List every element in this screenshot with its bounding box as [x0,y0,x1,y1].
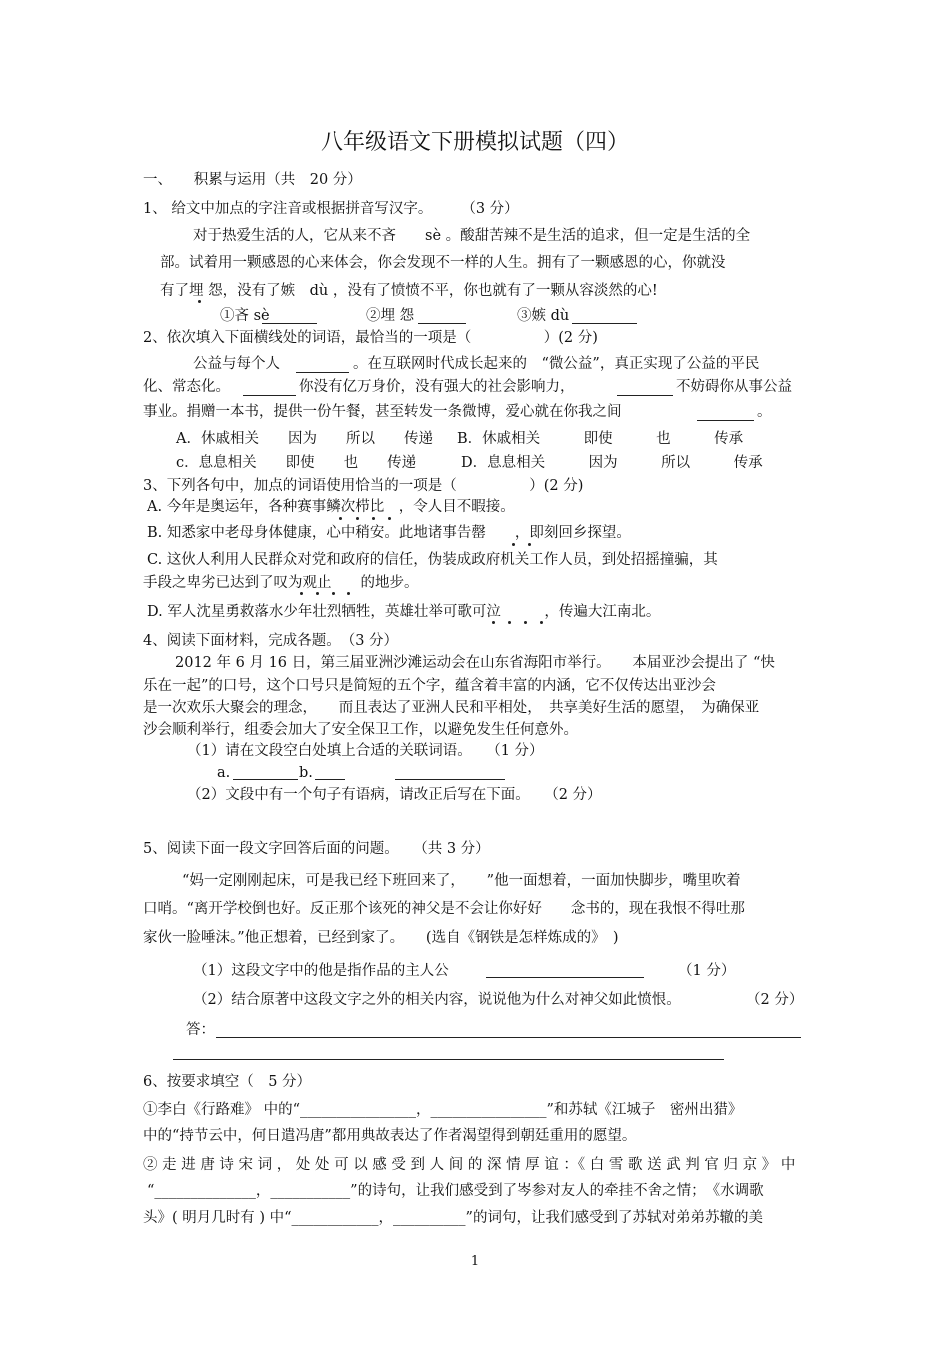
answer-blank[interactable] [233,779,298,780]
question-5-sub-2: （2）结合原著中这段文字之外的相关内容，说说他为什么对神父如此愤恨。 [193,992,681,1008]
emphasis-dot [339,517,342,520]
emphasis-dot [316,592,319,595]
question-4-sub-1: （1）请在文段空白处填上合适的关联词语。 （1 分） [187,743,544,759]
emphasis-dot [300,592,303,595]
answer-blank[interactable] [315,779,345,780]
question-4-text: 2012 年 6 月 16 日，第三届亚洲沙滩运动会在山东省海阳市举行。 本届亚沙会提出了 “快 [175,655,775,671]
question-6-text: 中的“持节云中，何日遣冯唐”都用典故表达了作者渴望得到朝廷重用的愿望。 [143,1128,637,1144]
emphasis-dot [332,592,335,595]
emphasis-dot [372,517,375,520]
question-3-option-c: C. 这伙人利用人民群众对党和政府的信任，伪装成政府机关工作人员，到处招摇撞骗，其 [147,552,718,568]
question-3-option-b: B. 知悉家中老母身体健康，心中稍安。此地诸事告罄 ，即刻回乡探望。 [147,525,631,541]
question-2-option-a: A．休戚相关 因为 所以 传递 [176,431,433,447]
question-2-option-d: D．息息相关 因为 所以 传承 [461,455,763,471]
question-2-text: 不妨碍你从事公益 [676,379,792,395]
emphasis-dot [508,621,511,624]
answer-line[interactable] [173,1059,724,1060]
answer-blank[interactable] [418,323,466,324]
answer-blank[interactable] [572,323,637,324]
emphasis-dot [528,543,531,546]
question-1-text-line: 对于热爱生活的人，它从来不吝 sè 。酸甜苦辣不是生活的追求，但一定是生活的全 [193,228,751,244]
question-1-option: ①吝 sè [220,308,270,324]
document-title: 八年级语文下册模拟试题（四） [320,130,629,155]
emphasis-dot [540,621,543,624]
blank-label-a: a. [217,765,231,781]
question-5-text: 家伙一脸唾沫。”他正想着，已经到家了。 (选自《钢铁是怎样炼成的》 ) [143,930,619,946]
emphasis-dot [356,517,359,520]
question-2-option-c: c．息息相关 即使 也 传递 [176,455,417,471]
question-4-stem: 4、阅读下面材料，完成各题。 （3 分） [143,633,399,649]
question-4-text: 沙会顺利举行，组委会加大了安全保卫工作，以避免发生任何意外。 [143,722,578,738]
question-2-text: 事业。捐赠一本书，提供一份午餐，甚至转发一条微博，爱心就在你我之间 [143,404,622,420]
question-1-option: ③嫉 dù [517,308,570,324]
question-3-option-d: D. 军人沈星勇救落水少年壮烈牺牲，英雄壮举可歌可泣 ，传遍大江南北。 [147,604,661,620]
question-1-option: ②埋 怨 [366,308,415,324]
question-3-option-a: A. 今年是奥运年，各种赛事鳞次栉比 ，令人目不暇接。 [147,499,515,515]
blank-label-b: b. [299,765,313,781]
question-5-stem: 5、阅读下面一段文字回答后面的问题。 （共 3 分） [143,841,490,857]
question-2-text: 。在互联网时代成长起来的 “微公益”，真正实现了公益的平民 [353,356,760,372]
question-1-text-line: 部。试着用一颗感恩的心来体会，你会发现不一样的人生。拥有了一颗感恩的心，你就没 [160,255,726,271]
question-1-stem: 1、 给文中加点的字注音或根据拼音写汉字。 （3 分） [143,201,519,217]
emphasis-dot [347,592,350,595]
emphasis-dot [492,621,495,624]
question-1-text-line: 有了埋 怨，没有了嫉 dù ，没有了愤愤不平，你也就有了一颗从容淡然的心! [160,283,658,299]
question-6-text: 头》( 明月几时有 ) 中“____________，__________”的词句，让我们感受到了苏轼对弟弟苏辙的美 [143,1210,763,1226]
question-4-text: 是一次欢乐大聚会的理念， 而且表达了亚洲人民和平相处， 共享美好生活的愿望， 为确保亚 [143,700,760,716]
answer-label: 答： [186,1022,215,1038]
question-5-text: 口哨。“离开学校倒也好。反正那个该死的神父是不会让你好好 念书的，现在我恨不得吐那 [143,901,745,917]
section-heading: 一、 积累与运用（共 20 分） [143,172,362,188]
answer-line[interactable] [216,1037,801,1038]
question-2-option-b: B．休戚相关 即使 也 传承 [457,431,744,447]
question-4-text: 乐在一起”的口号，这个口号只是简短的五个字，蕴含着丰富的内涵，它不仅传达出亚沙会 [143,678,716,694]
answer-blank[interactable] [262,323,317,324]
question-4-sub-2: （2）文段中有一个句子有语病，请改正后写在下面。 （2 分） [187,787,602,803]
question-2-stem: 2、依次填入下面横线处的词语，最恰当的一项是（ ）(2 分) [143,330,598,346]
question-3-option-c-cont: 手段之卑劣已达到了叹为观止 的地步。 [143,575,419,591]
answer-blank[interactable] [617,395,673,396]
question-5-sub-1-score: （1 分） [678,963,736,979]
emphasis-dot [198,300,201,303]
question-6-stem: 6、按要求填空（ 5 分） [143,1074,312,1090]
emphasis-dot [388,517,391,520]
question-5-sub-2-score: （2 分） [746,992,804,1008]
question-2-text: 。 [757,404,772,420]
emphasis-dot [512,543,515,546]
page-number: 1 [470,1254,480,1269]
question-6-text: “______________，___________”的诗句，让我们感受到了岑参对友人的牵挂不舍之情； 《水调歌 [147,1183,764,1199]
question-6-text: ①李白《行路难》 中的“________________，________________”和苏轼《江城子 密州出猎》 [143,1102,743,1118]
question-2-text: 你没有亿万身价，没有强大的社会影响力， [299,379,575,395]
question-2-text: 公益与每个人 [193,356,280,372]
answer-blank[interactable] [296,372,349,373]
question-5-text: “妈一定刚刚起床，可是我已经下班回来了， ”他一面想着，一面加快脚步，嘴里吹着 [182,873,741,889]
emphasis-dot [524,621,527,624]
question-2-text: 化、常态化。 [143,379,230,395]
answer-blank[interactable] [395,779,505,780]
question-6-text: ② 走 进 唐 诗 宋 词 ， 处 处 可 以 感 受 到 人 间 的 深 情 厚 谊 ：《 白 雪 歌 送 武 判 官 归 京 》 中 [143,1157,796,1173]
question-5-sub-1: （1）这段文字中的他是指作品的主人公 [193,963,449,979]
answer-blank[interactable] [243,395,296,396]
question-3-stem: 3、下列各句中，加点的词语使用恰当的一项是（ ）(2 分) [143,478,584,494]
answer-blank[interactable] [697,420,754,421]
answer-blank[interactable] [486,977,644,978]
